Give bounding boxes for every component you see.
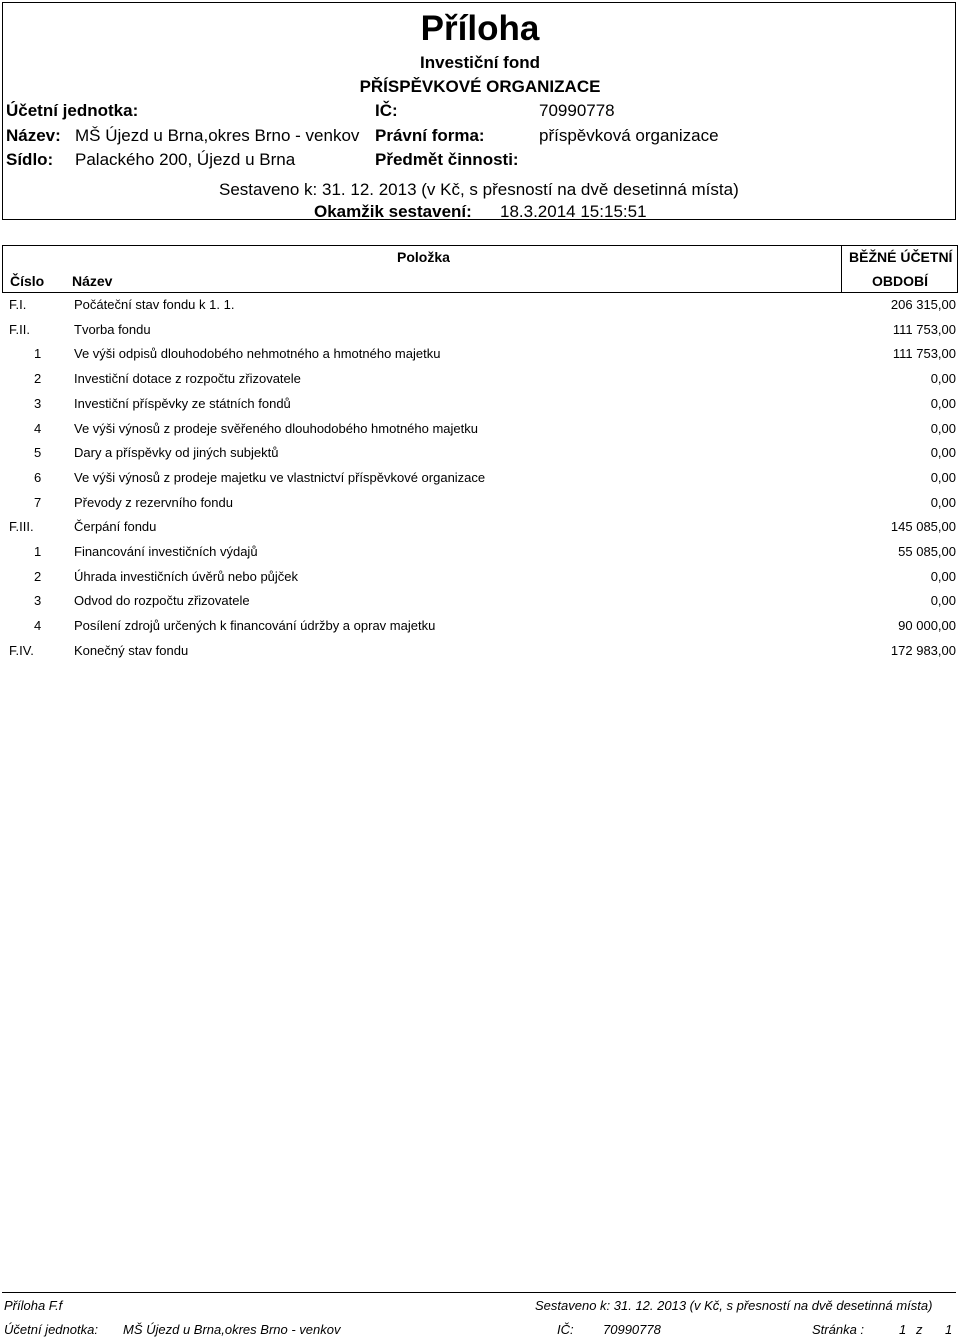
- footer-page-total: 1: [945, 1322, 953, 1337]
- row-number: 1: [34, 346, 42, 362]
- row-value: 0,00: [930, 395, 956, 411]
- seat-label: Sídlo:: [6, 150, 54, 169]
- moment-value: 18.3.2014 15:15:51: [500, 202, 647, 221]
- footer-page-sep: z: [916, 1322, 923, 1337]
- table-row: [0, 593, 960, 613]
- row-value: 0,00: [930, 593, 956, 609]
- row-number: 5: [34, 445, 42, 461]
- activity-label: Předmět činnosti:: [375, 150, 519, 169]
- row-value: 206 315,00: [890, 297, 956, 312]
- table-row: [0, 322, 960, 342]
- name-column-header: Název: [72, 273, 113, 289]
- legal-form-value: příspěvková organizace: [539, 126, 719, 145]
- row-number: 7: [34, 494, 42, 510]
- row-value: 0,00: [930, 371, 956, 387]
- table-row: [0, 470, 960, 490]
- table-row: [0, 371, 960, 391]
- table-row: [0, 495, 960, 515]
- page-title: Příloha: [420, 9, 540, 48]
- ic-value: 70990778: [539, 101, 615, 120]
- name-value: MŠ Újezd u Brna,okres Brno - venkov: [75, 126, 360, 145]
- row-number: 4: [34, 618, 42, 634]
- item-column-header: Položka: [397, 249, 450, 265]
- row-number: 2: [34, 371, 42, 387]
- row-name: Ve výši výnosů z prodeje majetku ve vlastnictví příspěvkové organizace: [74, 469, 486, 485]
- row-name: Ve výši výnosů z prodeje svěřeného dlouhodobého hmotného majetku: [74, 420, 478, 436]
- footer-divider: [2, 1292, 956, 1293]
- footer-ic-label: IČ:: [557, 1322, 574, 1337]
- row-code: F.II.: [9, 321, 30, 337]
- row-value: 0,00: [930, 469, 956, 485]
- seat-value: Palackého 200, Újezd u Brna: [75, 150, 296, 169]
- table-row: [0, 421, 960, 441]
- table-row: [0, 618, 960, 638]
- row-value: 55 085,00: [898, 544, 956, 559]
- row-number: 1: [34, 544, 42, 559]
- report-header: [2, 2, 956, 220]
- table-row: [0, 544, 960, 564]
- table-row: [0, 346, 960, 366]
- row-name: Tvorba fondu: [74, 321, 151, 337]
- number-column-header: Číslo: [10, 273, 45, 289]
- row-code: F.I.: [9, 297, 27, 312]
- report-subtitle: Investiční fond: [420, 53, 540, 72]
- row-name: Posílení zdrojů určených k financování údržby a oprav majetku: [74, 618, 436, 634]
- period-column-header: BĚŽNÉ ÚČETNÍ: [849, 249, 953, 265]
- column-divider: [841, 246, 842, 292]
- row-value: 0,00: [930, 568, 956, 584]
- ic-label: IČ:: [375, 101, 398, 120]
- row-name: Odvod do rozpočtu zřizovatele: [74, 593, 250, 609]
- table-header: [2, 245, 958, 293]
- row-name: Financování investičních výdajů: [74, 544, 258, 559]
- footer-page-label: Stránka :: [812, 1322, 865, 1337]
- row-name: Konečný stav fondu: [74, 642, 189, 658]
- row-value: 90 000,00: [898, 618, 956, 634]
- table-row: [0, 396, 960, 416]
- table-row: [0, 643, 960, 663]
- row-name: Ve výši odpisů dlouhodobého nehmotného a hmotného majetku: [74, 346, 441, 362]
- row-name: Počáteční stav fondu k 1. 1.: [74, 297, 235, 312]
- footer-unit-value: MŠ Újezd u Brna,okres Brno - venkov: [123, 1322, 341, 1337]
- row-name: Převody z rezervního fondu: [74, 494, 233, 510]
- row-name: Úhrada investičních úvěrů nebo půjček: [74, 568, 299, 584]
- row-number: 3: [34, 395, 42, 411]
- row-value: 145 085,00: [890, 519, 956, 535]
- name-label: Název:: [6, 126, 61, 145]
- table-row: [0, 445, 960, 465]
- table-row: [0, 519, 960, 539]
- compiled-date: Sestaveno k: 31. 12. 2013 (v Kč, s přesností na dvě desetinná místa): [219, 180, 739, 199]
- footer-compiled-date: Sestaveno k: 31. 12. 2013 (v Kč, s přesností na dvě desetinná místa): [535, 1298, 933, 1313]
- row-code: F.IV.: [9, 642, 34, 658]
- row-number: 2: [34, 568, 42, 584]
- row-name: Čerpání fondu: [74, 519, 157, 535]
- row-name: Investiční příspěvky ze státních fondů: [74, 395, 291, 411]
- row-number: 6: [34, 469, 42, 485]
- table-row: [0, 297, 960, 317]
- footer-attachment-label: Příloha F.f: [4, 1298, 63, 1313]
- row-value: 0,00: [930, 420, 956, 436]
- row-value: 0,00: [930, 494, 956, 510]
- organization-type: PŘÍSPĚVKOVÉ ORGANIZACE: [359, 77, 601, 96]
- row-number: 3: [34, 593, 42, 609]
- footer-page-current: 1: [899, 1322, 907, 1337]
- row-number: 4: [34, 420, 42, 436]
- row-name: Investiční dotace z rozpočtu zřizovatele: [74, 371, 301, 387]
- row-name: Dary a příspěvky od jiných subjektů: [74, 445, 279, 461]
- row-value: 111 753,00: [892, 346, 956, 362]
- row-value: 172 983,00: [890, 642, 956, 658]
- footer-unit-label: Účetní jednotka:: [4, 1322, 98, 1337]
- unit-label: Účetní jednotka:: [6, 101, 139, 120]
- footer-ic-value: 70990778: [603, 1322, 661, 1337]
- row-value: 111 753,00: [892, 321, 956, 337]
- period-column-header-2: OBDOBÍ: [872, 273, 928, 289]
- legal-form-label: Právní forma:: [375, 126, 485, 145]
- moment-label: Okamžik sestavení:: [314, 202, 472, 221]
- table-row: [0, 569, 960, 589]
- row-value: 0,00: [930, 445, 956, 461]
- row-code: F.III.: [9, 519, 34, 535]
